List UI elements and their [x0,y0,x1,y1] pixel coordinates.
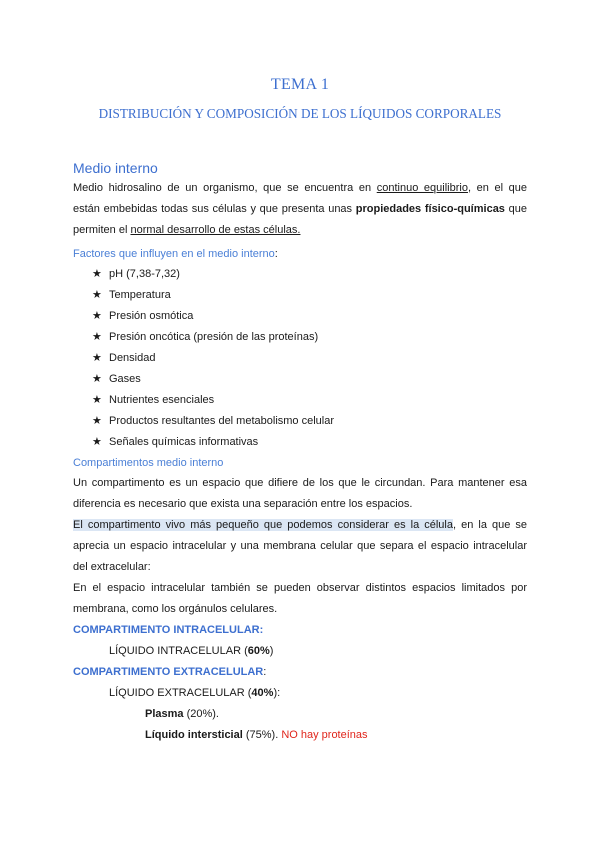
page-title: TEMA 1 [270,76,330,93]
star-bullet-icon: ★ [92,415,102,427]
text: , en la que se [453,519,527,531]
list-item [92,390,334,411]
paragraph-line: diferencia es necesario que exista una separación entre los espacios. [73,498,413,510]
star-bullet-icon: ★ [92,436,102,448]
subheading-text: Factores que influyen en el medio interno [73,248,275,260]
star-bullet-icon: ★ [92,394,102,406]
list-item [92,411,334,432]
text: ) [269,645,274,657]
list-item [92,432,334,453]
list-item [92,348,334,369]
intro-line-3 [73,220,527,241]
text: permiten el [73,224,131,236]
page-subtitle: DISTRIBUCIÓN Y COMPOSICIÓN DE LOS LÍQUIDOS CORPORALES [98,106,502,121]
list-item-text: Productos resultantes del metabolismo celular [109,415,335,427]
intracellular-liquid [109,645,273,657]
text: están embebidas todas sus células y que presenta unas [73,203,356,215]
bold-text: 60% [247,645,270,657]
text: ): [273,687,281,699]
intracellular-label: COMPARTIMENTO INTRACELULAR: [73,624,264,636]
red-note: NO hay proteínas [281,729,368,741]
list-item [92,306,334,327]
star-bullet-icon: ★ [92,310,102,322]
list-item [92,327,334,348]
star-bullet-icon: ★ [92,268,102,280]
paragraph-line: En el espacio intracelular también se pueden observar distintos espacios limitados por [73,582,527,594]
bold-text: propiedades físico-químicas [355,203,505,215]
list-item-text: Presión osmótica [109,310,194,322]
extracellular-heading [73,666,266,678]
text: LÍQUIDO EXTRACELULAR ( [109,687,252,699]
section-heading: Medio interno [73,160,158,176]
list-item-text: Gases [109,373,141,385]
list-item-text: Señales químicas informativas [109,436,259,448]
extracellular-liquid [109,687,280,699]
intro-paragraph [73,178,527,241]
interstitial-line [145,729,368,741]
list-item-text: Presión oncótica (presión de las proteínas) [109,331,319,343]
text: LÍQUIDO INTRACELULAR ( [109,645,248,657]
star-bullet-icon: ★ [92,373,102,385]
extracellular-label: COMPARTIMENTO EXTRACELULAR [73,666,264,678]
factors-heading [73,248,278,260]
list-item-text: Temperatura [109,289,171,301]
list-item [92,264,334,285]
intro-line-2 [73,199,527,220]
list-item-text: Densidad [109,352,156,364]
star-bullet-icon: ★ [92,289,102,301]
text: Medio hidrosalino de un organismo, que se encuentra en [73,182,377,194]
paragraph-line: aprecia un espacio intracelular y una membrana celular que separa el espacio intracelular [73,540,527,552]
paragraph-line: membrana, como los orgánulos celulares. [73,603,278,615]
highlighted-text: El compartimento vivo más pequeño que podemos considerar es la célula [73,519,453,531]
paragraph-line [73,515,527,536]
underlined-text: continuo equilibrio [376,182,468,194]
paragraph-line: Un compartimento es un espacio que difiere de los que le circundan. Para mantener esa [73,477,527,489]
colon: : [274,248,278,260]
underlined-text: normal desarrollo de estas células. [130,224,301,236]
list-item [92,285,334,306]
bold-text: Líquido intersticial [145,729,243,741]
star-bullet-icon: ★ [92,331,102,343]
text: (75%). [242,729,282,741]
text: , en el que [467,182,528,194]
compartments-paragraph [73,473,527,620]
intro-line-1 [73,178,527,199]
star-bullet-icon: ★ [92,352,102,364]
paragraph-line: del extracelular: [73,561,151,573]
bold-text: Plasma [145,708,184,720]
text: (20%). [183,708,219,720]
list-item-text: pH (7,38-7,32) [109,268,180,280]
list-item-text: Nutrientes esenciales [109,394,215,406]
bold-text: 40% [251,687,274,699]
list-item [92,369,334,390]
plasma-line [145,708,219,720]
compartments-heading: Compartimentos medio interno [73,457,224,469]
colon: : [263,666,267,678]
factors-list [92,264,334,453]
text: que [504,203,527,215]
